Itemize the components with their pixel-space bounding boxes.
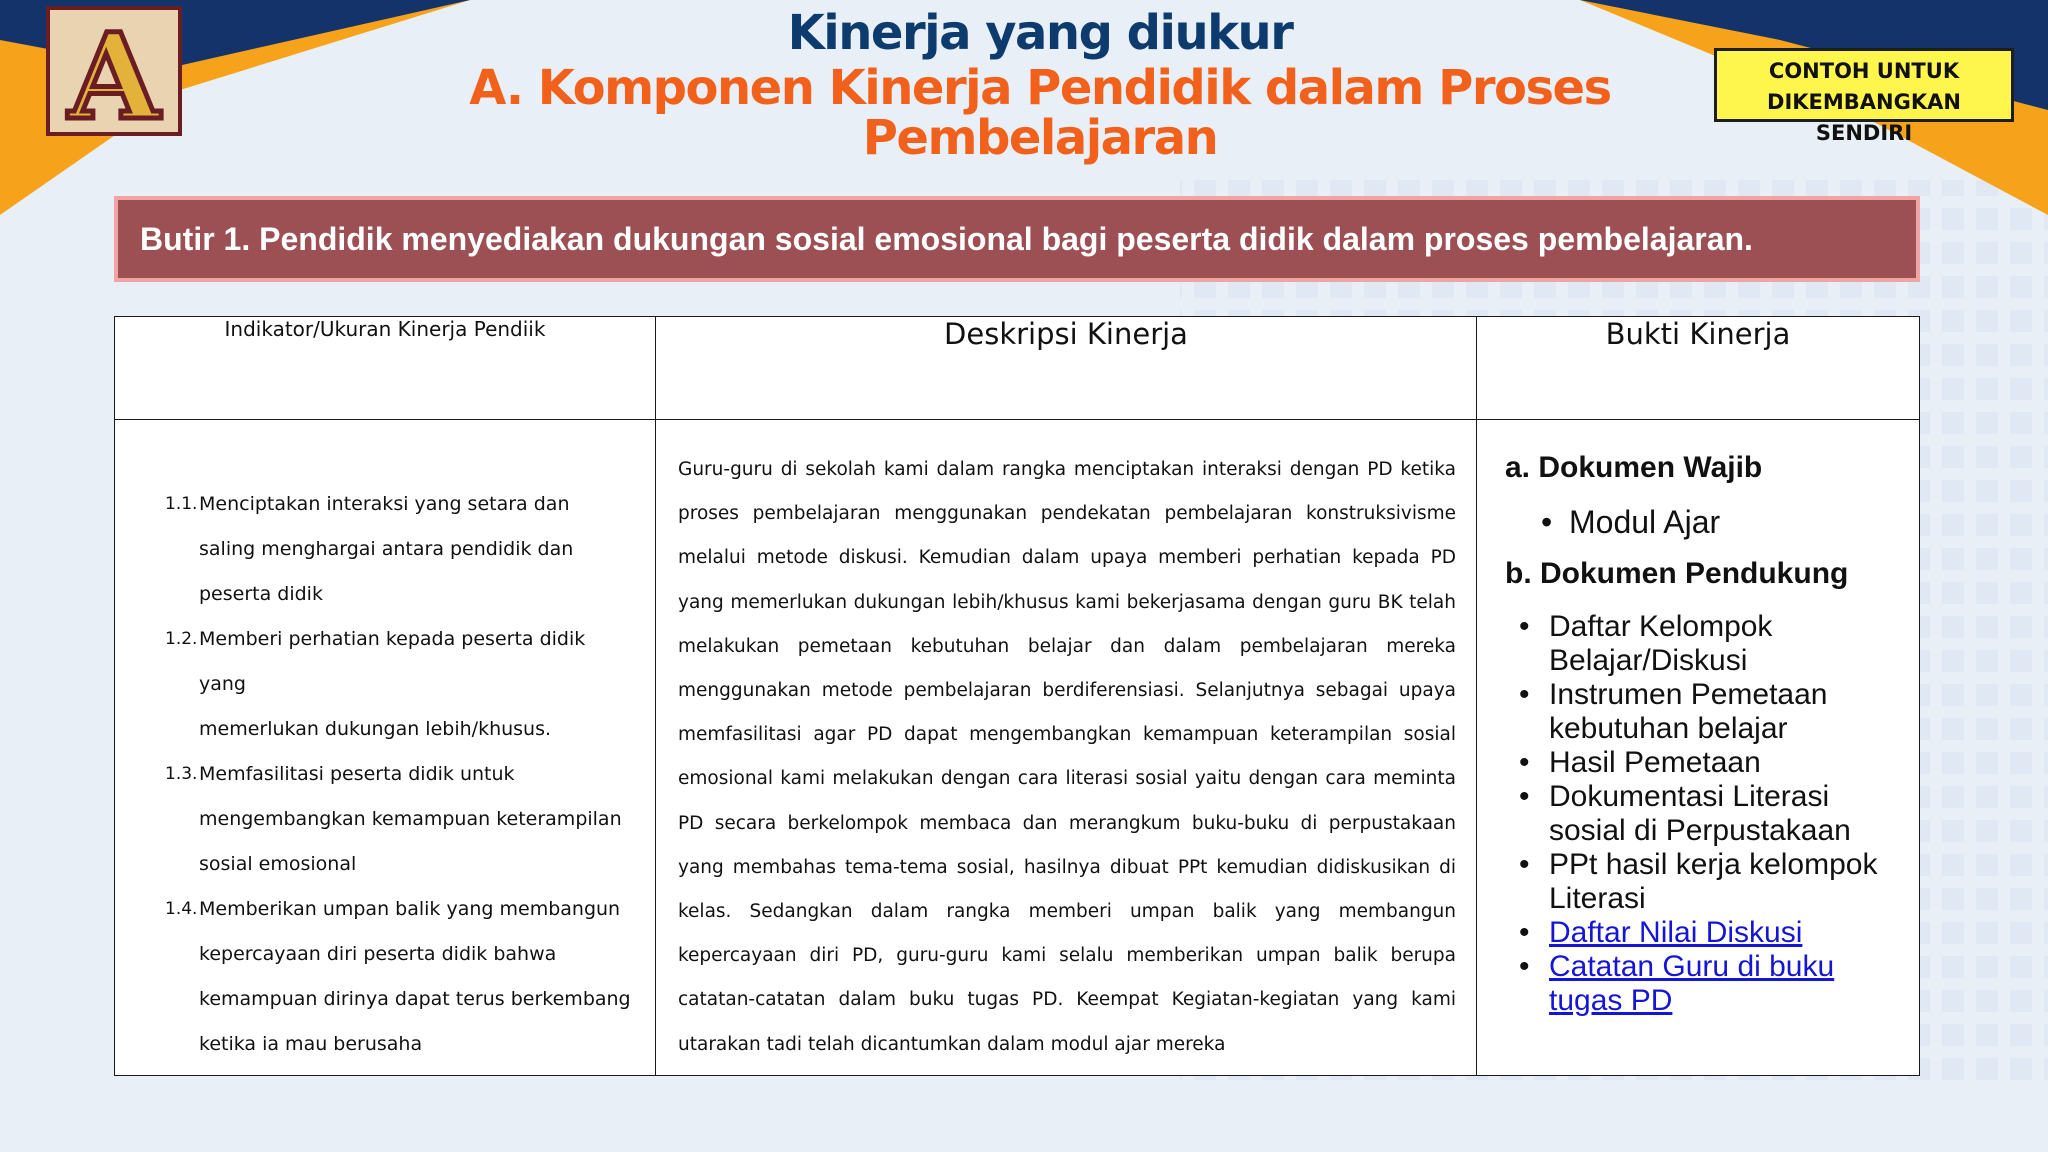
indikator-number: 1.4. — [165, 899, 198, 919]
bullet-icon: • — [1519, 780, 1530, 813]
list-item: • Hasil Pemetaan — [1519, 746, 1761, 779]
title-line-3: Pembelajaran — [862, 110, 1218, 166]
header-bukti: Bukti Kinerja — [1477, 317, 1920, 420]
list-item: • Dokumentasi Literasi sosial di Perpustakaan — [1519, 780, 1851, 847]
deskripsi-text: Guru-guru di sekolah kami dalam rangka menciptakan interaksi dengan PD ketika proses pembelajaran menggunakan pendekatan pembelajaran konstruksivisme melalui metode diskusi. Kemudian dalam upaya memberi perhatian kepada PD yang memerlukan dukungan lebih/khusus kami bekerjasama dengan guru BK telah melakukan pemetaan kebutuhan belajar dan dalam pembelajaran mereka menggunakan metode pembelajaran berdiferensiasi. Selanjutnya sebagai upaya memfasilitasi agar PD dapat mengembangkan kemampuan keterampilan sosial emosional kami melakukan dengan cara literasi sosial yaitu dengan cara meminta PD secara berkelompok membaca dan merangkum buku-buku di perpustakaan yang membahas tema-tema sosial, hasilnya dibuat PPt kemudian didiskusikan di kelas. Sedangkan dalam rangka memberi umpan balik yang membangun kepercayaan diri PD, guru-guru kami selalu memberikan umpan balik berupa catatan-catatan dalam buku tugas PD. Keempat Kegiatan-kegiatan yang kami utarakan tadi telah dicantumkan dalam modul ajar mereka — [678, 459, 1456, 1055]
list-item: • Modul Ajar — [1541, 504, 1721, 540]
indikator-line: Menciptakan interaksi yang setara dan — [199, 493, 570, 515]
bullet-icon: • — [1519, 678, 1530, 711]
table-header-row — [115, 317, 1920, 420]
link-catatan-guru[interactable]: • Catatan Guru di buku tugas PD — [1519, 950, 1835, 1017]
indikator-number: 1.3. — [165, 764, 198, 784]
bullet-icon: • — [1519, 746, 1530, 779]
indikator-line: kemampuan dirinya dapat terus berkembang — [199, 988, 631, 1010]
indikator-line: kepercayaan diri peserta didik bahwa — [199, 943, 557, 965]
dokumen-pendukung-title: b. Dokumen Pendukung — [1505, 557, 1849, 590]
bullet-icon: • — [1519, 950, 1530, 983]
bullet-icon: • — [1519, 610, 1530, 643]
indikator-item-1-4 — [165, 887, 635, 1067]
indikator-line: peserta didik — [199, 583, 323, 605]
indikator-list — [115, 420, 655, 1067]
indikator-number: 1.2. — [165, 629, 198, 649]
indikator-line: saling menghargai antara pendidik dan — [199, 538, 574, 560]
dokumen-wajib-list — [1505, 502, 1909, 542]
indikator-item-1-1 — [165, 482, 635, 617]
badge-line-1: CONTOH UNTUK — [1768, 59, 1960, 83]
indikator-line: Memberikan umpan balik yang membangun — [199, 898, 621, 920]
list-item: • Daftar Kelompok Belajar/Diskusi — [1519, 610, 1773, 677]
indikator-line: Memberi perhatian kepada peserta didik yang — [199, 628, 586, 695]
indikator-item-1-3 — [165, 752, 635, 887]
header-indikator: Indikator/Ukuran Kinerja Pendiik — [115, 317, 656, 420]
indikator-number: 1.1. — [165, 494, 198, 514]
indikator-line: sosial emosional — [199, 853, 357, 875]
table-row — [115, 420, 1920, 1076]
indikator-line: Memfasilitasi peserta didik untuk — [199, 763, 515, 785]
dokumen-wajib-title: a. Dokumen Wajib — [1505, 451, 1763, 484]
dokumen-pendukung-list — [1505, 610, 1909, 1018]
logo-letter: A — [68, 7, 160, 136]
indikator-line: memerlukan dukungan lebih/khusus. — [199, 718, 552, 740]
bukti-cell — [1477, 420, 1920, 1076]
example-badge — [1714, 48, 2014, 145]
list-item: • PPt hasil kerja kelompok Literasi — [1519, 848, 1878, 915]
indikator-item-1-2 — [165, 617, 635, 752]
title-line-1: Kinerja yang diukur — [787, 5, 1293, 61]
badge-line-2: DIKEMBANGKAN SENDIRI — [1767, 90, 1961, 145]
page-title — [440, 4, 1640, 166]
indikator-cell — [115, 420, 656, 1076]
bukti-content — [1477, 420, 1919, 1018]
list-item: • Instrumen Pemetaan kebutuhan belajar — [1519, 678, 1828, 745]
indikator-line: ketika ia mau berusaha — [199, 1033, 423, 1055]
link-daftar-nilai-diskusi[interactable]: • Daftar Nilai Diskusi — [1519, 916, 1803, 949]
title-line-2: A. Komponen Kinerja Pendidik dalam Proses — [469, 60, 1611, 116]
kinerja-table — [114, 316, 1920, 1076]
bullet-icon: • — [1519, 848, 1530, 881]
deskripsi-cell — [656, 420, 1477, 1076]
indikator-line: mengembangkan kemampuan keterampilan — [199, 808, 622, 830]
bullet-icon: • — [1541, 504, 1553, 540]
butir-banner: Butir 1. Pendidik menyediakan dukungan sosial emosional bagi peserta didik dalam proses pembelajaran. — [114, 196, 1920, 282]
bullet-icon: • — [1519, 916, 1530, 949]
header-deskripsi: Deskripsi Kinerja — [656, 317, 1477, 420]
logo-letter-a — [46, 6, 182, 136]
